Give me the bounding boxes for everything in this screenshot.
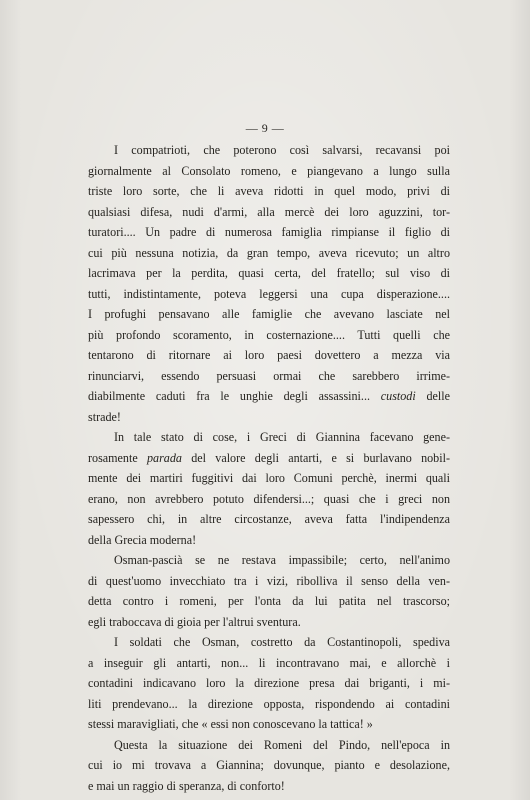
paragraph-2 <box>88 427 450 550</box>
text-line: qualsiasi difesa, nudi d'armi, alla mercè dei loro aguzzini, tor- <box>88 204 450 219</box>
text-line: liti prendevano... la direzione opposta, rispondendo ai contadini <box>88 696 450 711</box>
text-line: I profughi pensavano alle famiglie che avevano lasciate nel <box>88 307 450 321</box>
text-line: stessi maravigliati, che « essi non conoscevano la tattica! » <box>88 717 373 731</box>
text-line: contadini indicavano loro la direzione presa dai briganti, i mi- <box>88 676 450 690</box>
text-line: turatori.... Un padre di numerosa famiglia rimpianse il figlio di <box>88 225 450 239</box>
text-line: cui io mi trovava a Giannina; dovunque, pianto e desolazione, <box>88 758 450 772</box>
text-line: rinunciarvi, essendo persuasi ormai che sarebbero irrime- <box>88 368 450 383</box>
text-line: rosamente parada del valore degli antarti, e si burlavano nobil- <box>88 450 450 465</box>
italic-word: custodi <box>380 389 416 403</box>
italic-word: parada <box>146 450 182 465</box>
text-line: più profondo scoramento, in costernazione.... Tutti quelli che <box>88 327 450 342</box>
text-line: di quest'uomo invecchiato tra i vizi, ribolliva il senso della ven- <box>88 573 450 588</box>
text-line: giornalmente al Consolato romeno, e piangevano a lungo sulla <box>88 163 450 178</box>
text-line: I compatrioti, che poterono così salvarsi, recavansi poi <box>114 143 450 157</box>
text-line: I soldati che Osman, costretto da Costantinopoli, spediva <box>114 635 450 649</box>
paragraph-3 <box>88 550 450 632</box>
text-line: a inseguir gli antarti, non... li incontravano mai, e allorchè i <box>88 655 450 670</box>
text-line: della Grecia moderna! <box>88 532 197 547</box>
text-line: tutti, indistintamente, poteva leggersi una cupa disperazione.... <box>88 286 450 301</box>
page-number: — 9 — <box>245 121 285 135</box>
text-line: Osman-pascià se ne restava impassibile; certo, nell'animo <box>114 553 450 567</box>
text-line: cui più nessuna notizia, da gran tempo, aveva ricevuto; un altro <box>88 245 450 260</box>
text-line: mente dei martiri fuggitivi dai loro Comuni perchè, inermi quali <box>88 471 450 485</box>
text-line: strade! <box>88 409 121 424</box>
text-line: erano, non avrebbero potuto difendersi...; quasi che i greci non <box>88 491 450 506</box>
text-line: e mai un raggio di speranza, di conforto! <box>88 778 285 793</box>
text-line: triste loro sorte, che li aveva ridotti in quel modo, privi di <box>88 184 450 198</box>
text-line: diabilmente caduti fra le unghie degli assassini... custodi delle <box>88 389 450 403</box>
text-line: In tale stato di cose, i Greci di Giannina facevano gene- <box>114 430 450 444</box>
text-line: lacrimava per la perdita, quasi certa, del fratello; sul viso di <box>88 266 450 280</box>
paragraph-4 <box>88 632 450 735</box>
body-text <box>88 140 450 796</box>
text-line: tentarono di ritornare ai loro paesi dovettero a mezza via <box>88 348 450 362</box>
text-line: detta contro i romeni, per l'onta da lui patita nel trascorso; <box>88 594 450 608</box>
paragraph-5 <box>88 735 450 797</box>
paragraph-1 <box>88 140 450 427</box>
text-line: sapessero chi, in altre circostanze, aveva fatta l'indipendenza <box>88 512 450 526</box>
text-line: egli traboccava di gioia per l'altrui sventura. <box>88 614 301 629</box>
text-line: Questa la situazione dei Romeni del Pindo, nell'epoca in <box>114 737 450 752</box>
